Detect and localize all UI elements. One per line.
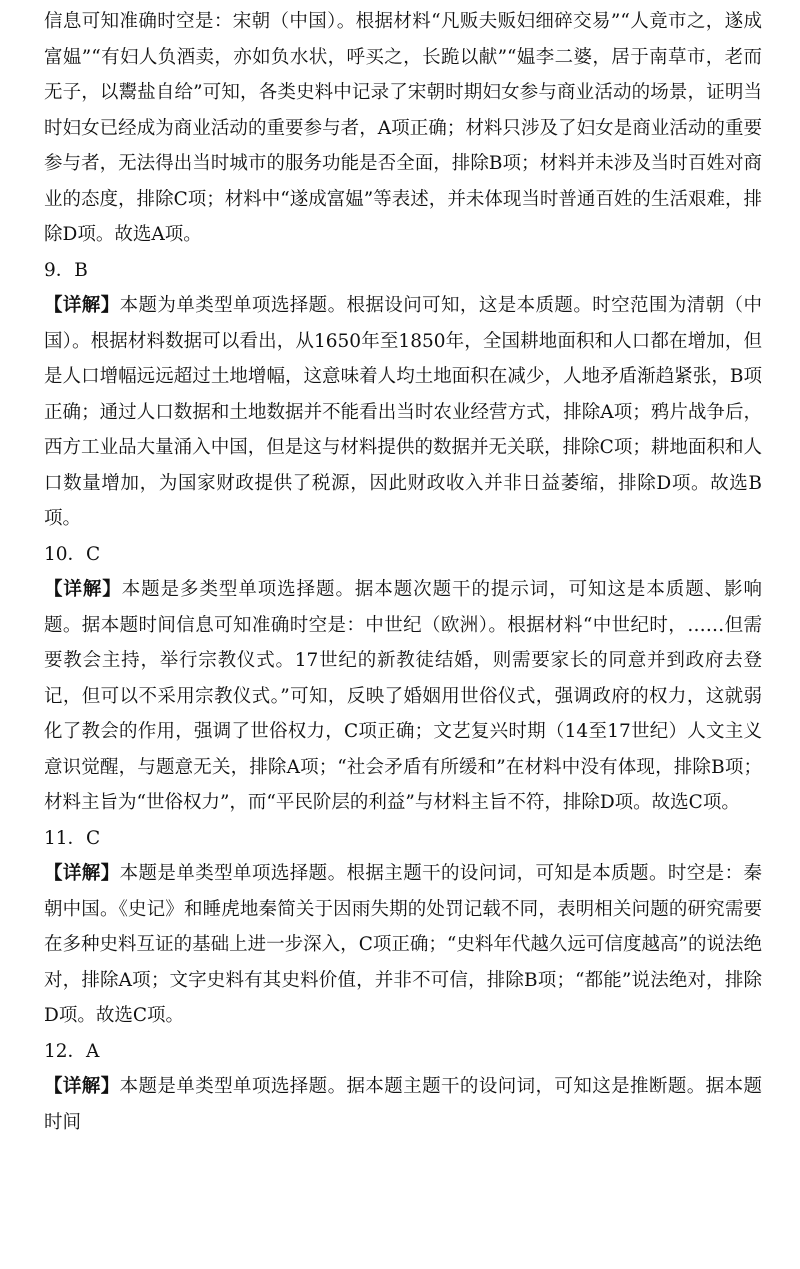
paragraph-text: 本题为单类型单项选择题。根据设问可知，这是本质题。时空范围为清朝（中国）。根据材料数据可以看出，从1650年至1850年，全国耕地面积和人口都在增加，但是人口增幅远远超过土地增幅，这意味着人均土地面积在减少，人地矛盾渐趋紧张，B项正确；通过人口数据和土地数据并不能看出当时农业经营方式，排除A项；鸦片战争后，西方工业品大量涌入中国，但是这与材料提供的数据并无关联，排除C项；耕地面积和人口数量增加，为国家财政提供了税源，因此财政收入并非日益萎缩，排除D项。故选B项。: [44, 295, 762, 529]
paragraph-text: 信息可知准确时空是：宋朝（中国）。根据材料“凡贩夫贩妇细碎交易”“人竟市之，遂成富媪”“有妇人负酒卖，亦如负水状，呼买之，长跪以献”“媪李二婆，居于南草市，老而无子，以鬻盐自给”可知，各类史料中记录了宋朝时期妇女参与商业活动的场景，证明当时妇女已经成为商业活动的重要参与者，A项正确；材料只涉及了妇女是商业活动的重要参与者，无法得出当时城市的服务功能是否全面，排除B项；材料并未涉及当时百姓对商业的态度，排除C项；材料中“遂成富媪”等表述，并未体现当时普通百姓的生活艰难，排除D项。故选A项。: [44, 11, 762, 245]
explanation-label: 【详解】: [44, 863, 120, 884]
explanation-label: 【详解】: [44, 295, 120, 316]
paragraph-text: 本题是单类型单项选择题。据本题主题干的设问词，可知这是推断题。据本题时间: [44, 1076, 762, 1133]
paragraph-explanation-9: [44, 288, 762, 537]
paragraph-explanation-12: [44, 1069, 762, 1140]
answer-11: 11．C: [44, 827, 101, 849]
paragraph-explanation-11: [44, 856, 762, 1034]
paragraph-explanation-8-continued: [44, 4, 762, 253]
paragraph-text: 本题是单类型单项选择题。根据主题干的设问词，可知是本质题。时空是：秦朝中国。《史记》和睡虎地秦简关于因雨失期的处罚记载不同，表明相关问题的研究需要在多种史料互证的基础上进一步深入，C项正确；“史料年代越久远可信度越高”的说法绝对，排除A项；文字史料有其史料价值，并非不可信，排除B项；“都能”说法绝对，排除D项。故选C项。: [44, 863, 762, 1026]
answer-12: 12．A: [44, 1040, 100, 1062]
paragraph-text: 本题是多类型单项选择题。据本题次题干的提示词，可知这是本质题、影响题。据本题时间信息可知准确时空是：中世纪（欧洲）。根据材料“中世纪时，……但需要教会主持，举行宗教仪式。17世纪的新教徒结婚，则需要家长的同意并到政府去登记，但可以不采用宗教仪式。”可知，反映了婚姻用世俗仪式，强调政府的权力，这就弱化了教会的作用，强调了世俗权力，C项正确；文艺复兴时期（14至17世纪）人文主义意识觉醒，与题意无关，排除A项；“社会矛盾有所缓和”在材料中没有体现，排除B项；材料主旨为“世俗权力”，而“平民阶层的利益”与材料主旨不符，排除D项。故选C项。: [44, 579, 762, 813]
answer-9: 9．B: [44, 259, 88, 281]
answer-10: 10．C: [44, 543, 101, 565]
paragraph-explanation-10: [44, 572, 762, 821]
explanation-label: 【详解】: [44, 579, 122, 600]
explanation-label: 【详解】: [44, 1076, 120, 1097]
